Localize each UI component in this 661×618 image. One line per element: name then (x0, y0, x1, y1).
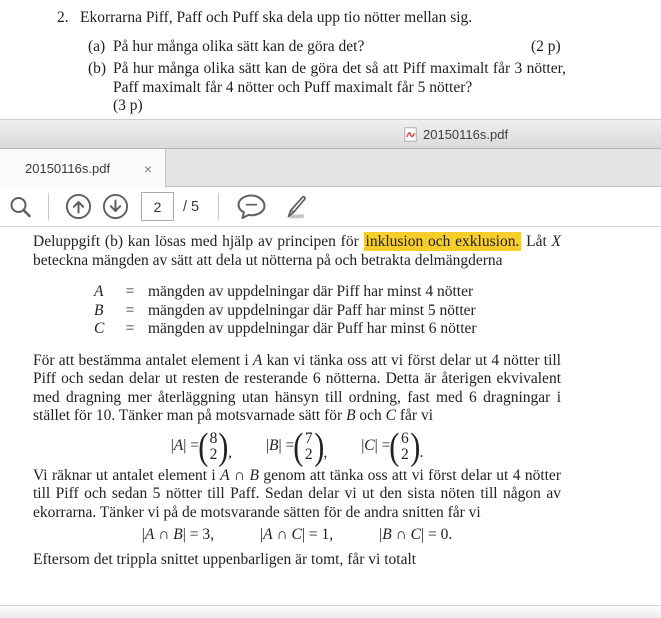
punctuation: . (419, 444, 424, 461)
toolbar-divider (48, 193, 49, 220)
close-icon: × (143, 160, 152, 177)
right-paren: ) (410, 425, 421, 468)
math-var: C (364, 437, 375, 455)
abs-bar: | (361, 437, 365, 455)
comment-icon (236, 193, 267, 221)
set-definitions (94, 283, 661, 339)
tab-label: 20150116s.pdf (25, 161, 111, 176)
equals-sign: = (125, 301, 135, 319)
closing-paragraph: Eftersom det trippla snittet uppenbarligen är tomt, får vi totalt (33, 550, 417, 568)
left-paren: ( (389, 425, 400, 468)
page-up-button[interactable] (65, 193, 92, 220)
item-b-label: (b) (88, 60, 107, 77)
text-run: Deluppgift (b) kan lösas med hjälp av principen för (33, 233, 364, 250)
text-run: beteckna mängden av sätt att dela ut nötterna på och betrakta delmängderna (33, 251, 503, 269)
text-run: kan vi tänka oss att vi först delar ut 4 nötter till Piff och sedan delar ut resten de resterande 6 nötterna. Detta är återigen ekvivalent med dragning mer återläggning utan hänsyn till ordning, fast med 6 dragningar i stället för 10. Tänker man på motsvarnade sätt för (33, 351, 561, 424)
math-var-x: X (551, 233, 562, 250)
equals-sign: = (125, 320, 135, 337)
punctuation: , (228, 444, 232, 461)
math-var: B (94, 301, 104, 319)
window-title: 20150116s.pdf (423, 126, 509, 142)
binomial-equation (33, 427, 561, 467)
text-run: och (355, 407, 386, 424)
math-var: A (252, 351, 263, 369)
math-var: A (144, 526, 155, 543)
binom-bottom: 2 (209, 445, 218, 463)
search-icon (8, 194, 33, 220)
page-number-input[interactable] (141, 192, 174, 221)
pdf-file-icon (404, 127, 417, 142)
search-button[interactable] (8, 194, 33, 220)
item-b-text: På hur många olika sätt kan de göra det så att Piff maximalt får 3 nötter, Paff maximalt får 4 nötter och Puff maximalt får 5 nötter? (113, 60, 566, 96)
equals-sign: = (125, 283, 135, 300)
eq-item-bc (379, 526, 452, 545)
intersection-symbol: ∩ (391, 526, 411, 543)
abs-equals: | = (278, 437, 295, 455)
def-text: mängden av uppdelningar där Piff har minst 4 nötter (148, 283, 474, 300)
def-row-a (94, 283, 661, 302)
math-var: C (410, 526, 421, 543)
arrow-down-icon (102, 193, 129, 220)
abs-bar: | (265, 437, 270, 455)
exercise-intro: Ekorrarna Piff, Paff och Puff ska dela upp tio nötter mellan sig. (80, 9, 473, 26)
math-var: A (94, 283, 104, 300)
item-b-points: (3 p) (113, 97, 143, 114)
intersection-symbol: ∩ (154, 526, 174, 543)
paragraph-intersections (33, 467, 561, 523)
math-var: A (263, 526, 273, 543)
page-down-button[interactable] (102, 193, 129, 220)
arrow-up-icon (65, 193, 92, 220)
math-var: B (382, 526, 392, 543)
punctuation: , (323, 444, 328, 461)
footer-strip (0, 605, 661, 618)
highlighter-button[interactable] (281, 193, 313, 221)
eq-item-b (265, 425, 328, 468)
comment-button[interactable] (236, 193, 267, 221)
window-titlebar (0, 119, 661, 149)
def-row-b (94, 302, 661, 321)
highlighter-icon (281, 193, 313, 221)
abs-bar: | (260, 526, 264, 543)
eq-item-ab (142, 526, 214, 545)
intersection-symbol: ∩ (229, 466, 250, 484)
eq-item-c (361, 425, 424, 468)
window-title-group (404, 120, 508, 148)
tab-bar (0, 149, 661, 187)
text-run: Vi räknar ut antalet element i (33, 466, 221, 484)
binom-top: 8 (209, 429, 218, 447)
left-paren: ( (293, 425, 304, 468)
paragraph-deluppgift (33, 233, 561, 270)
highlight-annotation[interactable]: inklusion och exklusion. (365, 233, 520, 250)
text-run: För att bestämma antalet element i (33, 351, 253, 369)
binomial-coefficient (399, 431, 411, 463)
tab-close-button[interactable] (144, 161, 152, 177)
binomial-coefficient (303, 431, 315, 463)
right-paren: ) (313, 425, 325, 468)
eq-item-ac (260, 526, 333, 545)
intersection-equation (33, 526, 561, 545)
item-a-points: (2 p) (531, 38, 561, 55)
paragraph-element-count (33, 352, 561, 426)
math-var: B (249, 466, 259, 484)
text-run: genom att tänka oss att vi först delar ut 4 nötter till Piff och sedan 5 nötter till Paff. Sedan delar vi ut den sista nöten till någon av ekorrarna. Tänker vi på de motsvarande sätten för de andra snitten får vi (33, 466, 561, 521)
abs-equals: | = 3, (182, 526, 214, 543)
math-var: A (173, 437, 184, 455)
math-var: B (346, 407, 356, 424)
left-paren: ( (198, 425, 209, 468)
pdf-content (0, 227, 661, 605)
toolbar-divider (218, 193, 219, 220)
text-run: Låt (521, 233, 552, 250)
abs-bar: | (170, 437, 174, 455)
def-text: mängden av uppdelningar där Puff har minst 6 nötter (148, 320, 477, 337)
item-a-text: På hur många olika sätt kan de göra det? (113, 38, 365, 55)
abs-equals: | = 0. (420, 526, 453, 543)
tab-document[interactable] (0, 149, 166, 188)
math-var: A (220, 466, 230, 484)
math-var: B (269, 437, 279, 455)
binom-top: 6 (401, 429, 409, 447)
eq-item-a (170, 425, 232, 468)
def-text: mängden av uppdelningar där Paff har minst 5 nötter (148, 301, 476, 319)
abs-bar: | (379, 526, 383, 543)
binom-bottom: 2 (304, 445, 313, 463)
abs-bar: | (141, 526, 145, 543)
binom-bottom: 2 (401, 445, 409, 463)
abs-equals: | = 1, (301, 526, 334, 543)
abs-equals: | = (374, 437, 391, 455)
binom-top: 7 (304, 429, 313, 447)
item-a-label: (a) (88, 38, 106, 55)
math-var: C (291, 526, 302, 543)
abs-equals: | = (183, 437, 199, 455)
exercise-number: 2. (57, 9, 69, 26)
math-var: B (173, 526, 183, 543)
text-run: får vi (396, 407, 434, 424)
page-count-label: / 5 (183, 198, 200, 215)
def-row-c (94, 320, 661, 339)
pdf-toolbar (0, 187, 661, 227)
exercise-section (0, 0, 661, 119)
math-var: C (385, 407, 397, 424)
right-paren: ) (218, 425, 229, 468)
intersection-symbol: ∩ (272, 526, 292, 543)
math-var: C (94, 320, 105, 337)
